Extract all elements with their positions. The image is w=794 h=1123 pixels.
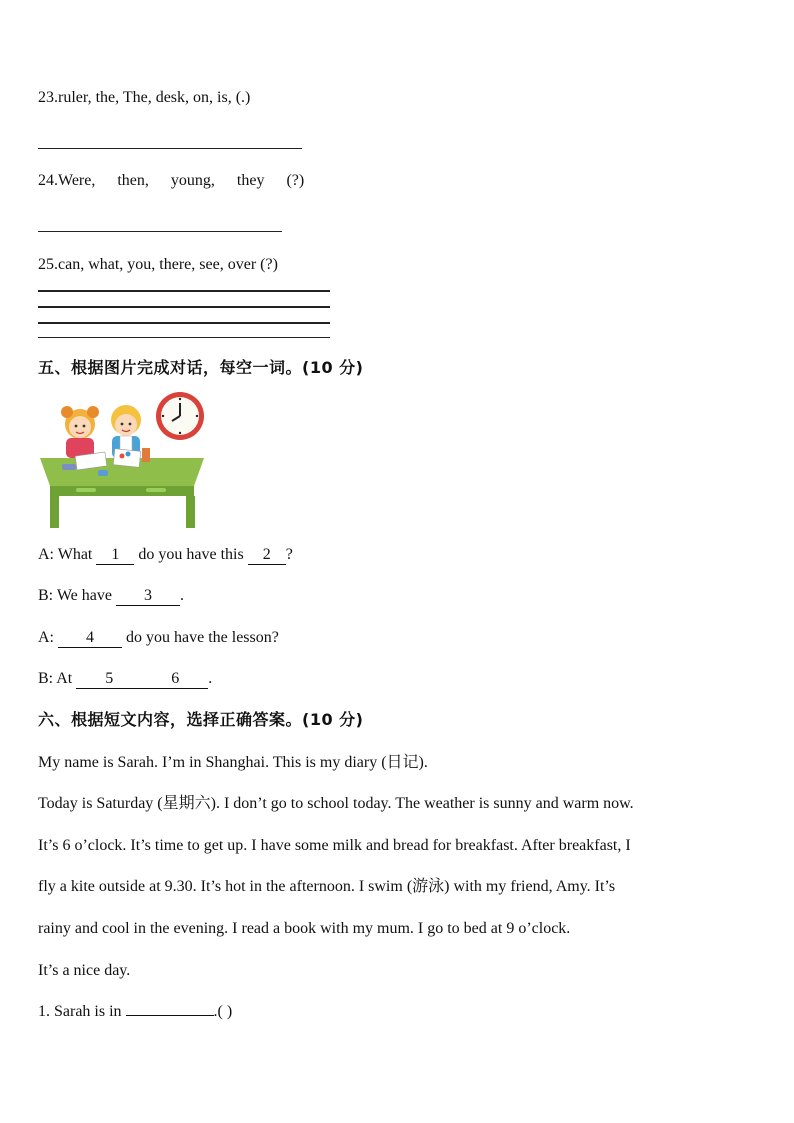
answer-line-25c[interactable] [38, 322, 330, 324]
dialogue-line-4 [38, 669, 212, 689]
blank-4[interactable]: 4 [58, 629, 122, 648]
question-24 [38, 171, 326, 191]
blank-5[interactable]: 5 [76, 670, 142, 689]
girl-figure [61, 406, 99, 458]
dialogue-text: do you have this [138, 546, 244, 563]
answer-line-24[interactable] [38, 231, 282, 232]
passage-line: My name is Sarah. I’m in Shanghai. This is my diary (日记). [38, 754, 428, 771]
question-number: 23. [38, 89, 58, 106]
speaker-label: B: [38, 587, 54, 604]
section-5-heading: 五、根据图片完成对话，每空一词。(10 分) [38, 358, 364, 377]
dialogue-text: ? [285, 546, 293, 563]
question-word: (?) [286, 172, 305, 189]
answer-line-23[interactable] [38, 148, 302, 149]
dialogue-text: What [57, 546, 93, 563]
passage-line: It’s 6 o’clock. It’s time to get up. I have some milk and bread for breakfast. After breakfast, I [38, 837, 631, 854]
speaker-label: A: [38, 629, 54, 646]
dialogue-text: At [56, 670, 73, 687]
question-23 [38, 88, 250, 108]
passage-line: It’s a nice day. [38, 962, 131, 979]
answer-bracket[interactable]: .( ) [213, 1003, 233, 1020]
dialogue-line-2 [38, 586, 184, 606]
blank-1[interactable]: 1 [96, 546, 134, 565]
blank-2[interactable]: 2 [248, 546, 286, 565]
blank-3[interactable]: 3 [116, 587, 180, 606]
question-words: ruler, the, The, desk, on, is, (.) [58, 89, 251, 106]
clock-icon [156, 392, 204, 440]
question-word: they [236, 172, 265, 189]
section-6-question-1 [38, 1002, 232, 1022]
answer-line-25d[interactable] [38, 337, 330, 338]
dialogue-text: do you have the lesson? [126, 629, 279, 646]
desk-shape [40, 448, 204, 528]
dialogue-text: . [208, 670, 213, 687]
question-words: can, what, you, there, see, over (?) [58, 256, 278, 273]
question-word: then, [117, 172, 149, 189]
dialogue-text: We have [56, 587, 112, 604]
answer-line-25a[interactable] [38, 290, 330, 292]
section-6-heading: 六、根据短文内容，选择正确答案。(10 分) [38, 710, 364, 729]
children-at-desk-illustration [36, 390, 208, 530]
speaker-label: A: [38, 546, 54, 563]
passage-line: fly a kite outside at 9.30. It’s hot in the afternoon. I swim (游泳) with my friend, Amy. It’s [38, 878, 616, 895]
answer-blank[interactable] [126, 1015, 214, 1016]
question-text: 1. Sarah is in [38, 1003, 122, 1020]
dialogue-line-3 [38, 628, 279, 648]
passage-line: rainy and cool in the evening. I read a book with my mum. I go to bed at 9 o’clock. [38, 920, 571, 937]
question-word: Were, [58, 172, 96, 189]
question-number: 24. [38, 172, 58, 189]
question-word: young, [170, 172, 215, 189]
question-25 [38, 255, 278, 275]
blank-6[interactable]: 6 [142, 670, 208, 689]
speaker-label: B: [38, 670, 54, 687]
dialogue-text: . [179, 587, 184, 604]
passage-line: Today is Saturday (星期六). I don’t go to school today. The weather is sunny and warm now. [38, 795, 634, 812]
dialogue-line-1 [38, 545, 293, 565]
question-number: 25. [38, 256, 58, 273]
answer-line-25b[interactable] [38, 306, 330, 308]
